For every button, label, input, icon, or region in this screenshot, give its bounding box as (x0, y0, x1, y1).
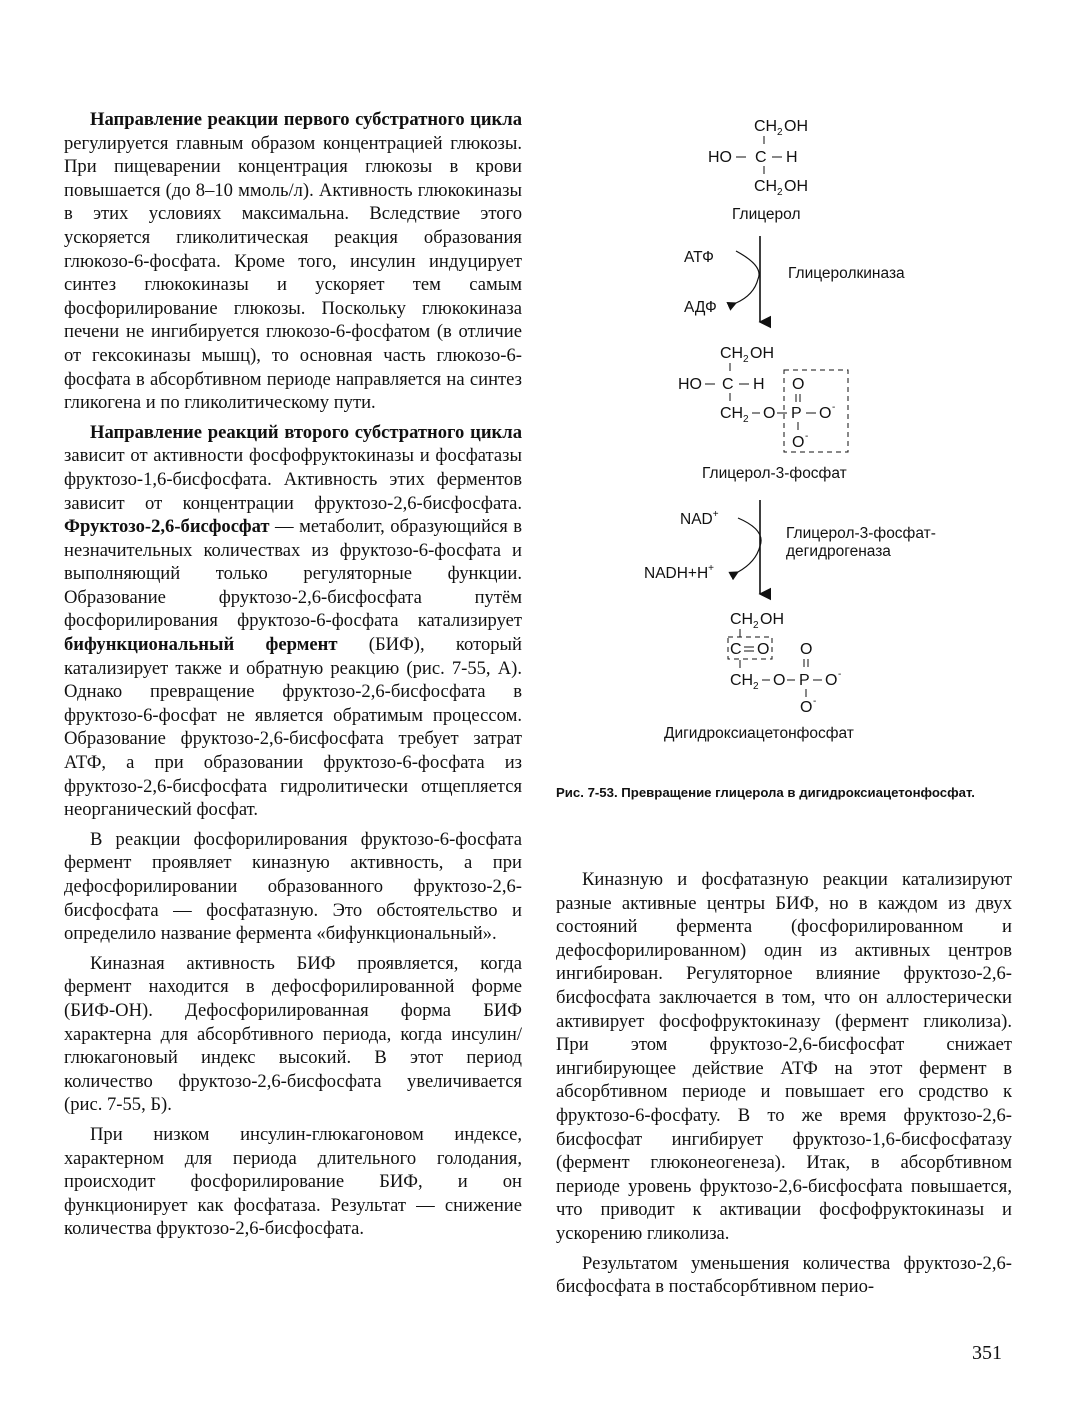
figure-caption: Рис. 7-53. Превращение глицерола в дигидроксиацетонфосфат. (556, 785, 975, 800)
paragraph-text: — метаболит, образующийся в незначительных количествах из фруктозо-6-фосфата и выполняющий только регуляторные функции. Образование фруктозо-2,6-бисфосфата путём фосфорилирования фруктозо-6-фосфата катализирует (64, 516, 522, 632)
heading-first-cycle: Направление реакции первого субстратного цикла (90, 109, 522, 130)
dehydrogenase-label-line1: Глицерол-3-фосфат- (786, 525, 936, 542)
step2-arrow (738, 500, 761, 594)
svg-text:2: 2 (777, 127, 783, 138)
paragraph-first-cycle (64, 108, 522, 415)
svg-text:O: O (800, 641, 813, 658)
svg-text:CH: CH (730, 672, 754, 689)
svg-text:O: O (792, 376, 805, 393)
paragraph-kinase-phosphatase: В реакции фосфорилирования фруктозо-6-фосфата фермент проявляет киназную активность, а при дефосфорилировании образованного фруктозо-2,6-бисфосфата — фосфатазную. Это обстоятельство и определило название фермента «бифункциональный». (64, 828, 522, 945)
svg-text:-: - (813, 696, 817, 707)
glycerol-3-phosphate-structure (678, 345, 848, 452)
svg-text:-: - (838, 669, 842, 680)
page-number: 351 (972, 1342, 1002, 1364)
svg-text:2: 2 (753, 620, 759, 631)
right-column (556, 868, 1012, 1305)
heading-second-cycle: Направление реакций второго субстратного цикла (90, 421, 522, 443)
paragraph-text: (БИФ), который катализирует также и обратную реакцию (рис. 7-55, А). Однако превращение фруктозо-2,6-бисфосфата в фруктозо-6-фосфат не является обратимым процессом. Образование фруктозо-2,6-бисфосфата требует затрат АТФ, а при образовании фруктозо-6-фосфата из фруктозо-2,6-бисфосфата гидролитически отщепляется неорганический фосфат. (64, 634, 522, 821)
paragraph-active-centers: Киназную и фосфатазную реакции катализируют разные активные центры БИФ, но в каждом из двух состояний фермента (фосфорилированном и дефосфорилированном) один из активных центров ингибирован. Регуляторное влияние фруктозо-2,6-бисфосфата заключается в том, что он аллостерически активирует фосфофруктокиназу (фермент гликолиза). При этом фруктозо-2,6-бисфосфат снижает ингибирующее действие АТФ на этот фермент в абсорбтивном периоде и повышает его сродство к фруктозо-6-фосфату. В то же время фруктозо-2,6-бисфосфат ингибирует фруктозо-1,6-бисфосфатазу (фермент глюконеогенеза). Итак, в абсорбтивном периоде уровень фруктозо-2,6-бисфосфата повышается, что приводит к активации фосфофруктокиназы и ускорению гликолиза. (556, 869, 1012, 1244)
svg-text:HO: HO (708, 149, 732, 166)
glycerol-kinase-label: Глицеролкиназа (788, 265, 905, 282)
svg-text:P: P (791, 405, 802, 422)
reaction-scheme-figure (560, 100, 1010, 750)
svg-text:O: O (819, 405, 832, 422)
svg-text:P: P (799, 672, 810, 689)
svg-text:2: 2 (743, 414, 749, 425)
svg-text:CH: CH (730, 611, 754, 628)
svg-text:2: 2 (753, 681, 759, 692)
glycerol-label: Глицерол (732, 206, 801, 223)
svg-text:-: - (805, 431, 809, 442)
step1-arrow (736, 236, 760, 322)
paragraph-second-cycle (64, 421, 522, 822)
paragraph-kinase-activity: Киназная активность БИФ проявляется, когда фермент находится в дефосфорилированной форме (БИФ-ОН). Дефосфорилированная форма БИФ характерна для абсорбтивного периода, когда инсулин/глюкагоновый индекс высокий. В этот период количество фруктозо-2,6-бисфосфата увеличивается (рис. 7-55, Б). (64, 952, 522, 1116)
reaction-scheme-svg (560, 100, 1010, 750)
svg-text:OH: OH (784, 178, 808, 195)
svg-text:H: H (786, 149, 798, 166)
svg-text:O: O (800, 699, 813, 716)
svg-text:CH: CH (720, 345, 744, 362)
svg-text:-: - (832, 402, 836, 413)
glycerol-3-phosphate-label: Глицерол-3-фосфат (702, 465, 847, 482)
dhap-structure (728, 611, 841, 716)
paragraph-text: зависит от активности фосфофруктокиназы и фосфатазы фруктозо-1,6-бисфосфата. Активность этих ферментов зависит от концентрации фруктозо-2,6-бисфосфата. (64, 445, 522, 514)
svg-text:O: O (763, 405, 776, 422)
atp-label: АТФ (684, 249, 714, 266)
nadh-label: NADH+H+ (644, 563, 715, 582)
left-column (64, 108, 522, 1247)
dehydrogenase-label-line2: дегидрогеназа (786, 543, 891, 560)
svg-text:OH: OH (760, 611, 784, 628)
svg-text:O: O (773, 672, 786, 689)
adp-label: АДФ (684, 299, 717, 316)
svg-text:2: 2 (777, 187, 783, 198)
svg-text:C: C (722, 376, 734, 393)
term-bifunctional-enzyme: бифункциональный фермент (64, 634, 338, 656)
svg-text:CH: CH (754, 178, 778, 195)
nad-label: NAD+ (680, 509, 719, 528)
paragraph-low-index: При низком инсулин-глюкагоновом индексе, характерном для периода длительного голодания, происходит фосфорилирование БИФ, и он функционирует как фосфатаза. Результат — снижение количества фруктозо-2,6-бисфосфата. (64, 1123, 522, 1240)
svg-text:CH: CH (754, 118, 778, 135)
svg-text:H: H (753, 376, 765, 393)
paragraph-text: регулируется главным образом концентрацией глюкозы. При пищеварении концентрация глюкозы в крови повышается (до 8–10 ммоль/л). Активность глюкокиназы в этих условиях максимальна. Вследствие этого ускоряется гликолитическая реакция образования глюкозо-6-фосфата. Кроме того, инсулин индуцирует синтез глюкокиназы и ускоряет тем самым фосфорилирование глюкозы. Поскольку глюкокиназа печени не ингибируется глюкозо-6-фосфатом (в отличие от гексокиназы мышц), то основная часть глюкозо-6-фосфата в абсорбтивном периоде направляется на синтез гликогена и по гликолитическому пути. (64, 132, 522, 414)
svg-text:HO: HO (678, 376, 702, 393)
svg-text:2: 2 (743, 354, 749, 365)
svg-text:OH: OH (784, 118, 808, 135)
paragraph-result: Результатом уменьшения количества фруктозо-2,6-бисфосфата в постабсорбтивном перио- (556, 1252, 1012, 1298)
svg-text:O: O (825, 672, 838, 689)
term-fructose-bisphosphate: Фруктозо-2,6-бисфосфат (64, 516, 270, 538)
svg-text:CH: CH (720, 405, 744, 422)
dhap-label: Дигидроксиацетонфосфат (664, 725, 854, 742)
svg-text:O: O (757, 641, 770, 658)
svg-text:OH: OH (750, 345, 774, 362)
svg-text:C: C (755, 149, 767, 166)
svg-text:O: O (792, 434, 805, 451)
glycerol-structure (708, 118, 808, 198)
svg-text:C: C (730, 641, 742, 658)
